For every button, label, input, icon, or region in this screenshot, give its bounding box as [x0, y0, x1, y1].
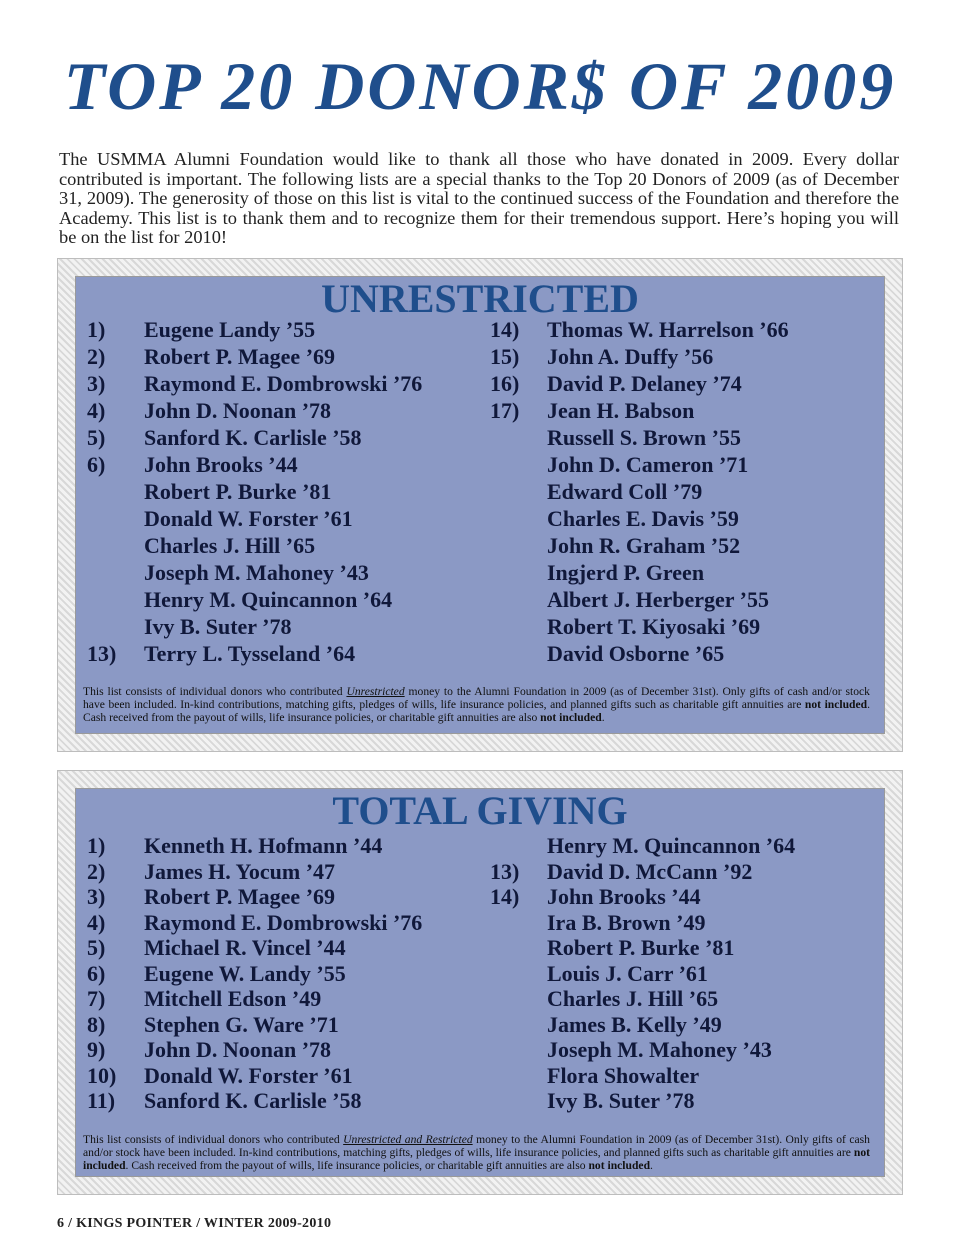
total-giving-panel	[57, 770, 903, 1195]
donor-name: Albert J. Herberger ’55	[547, 587, 769, 612]
donor-name: Raymond E. Dombrowski ’76	[144, 909, 423, 935]
footnote-emphasis: Unrestricted	[346, 685, 405, 698]
donor-row	[490, 506, 880, 533]
donor-row	[490, 614, 880, 641]
footnote-text: .	[650, 1159, 653, 1172]
donor-name: John D. Noonan ’78	[144, 1037, 332, 1062]
donor-row	[87, 614, 477, 641]
donor-row	[490, 935, 880, 961]
donor-rank: 6)	[87, 960, 106, 986]
donor-rank: 17)	[490, 398, 520, 423]
donor-rank: 16)	[490, 371, 520, 396]
unrestricted-heading: UNRESTRICTED	[321, 276, 639, 321]
donor-row	[490, 533, 880, 560]
donor-name: Robert P. Magee ’69	[144, 884, 336, 909]
donor-row	[490, 1037, 880, 1063]
donor-rank: 3)	[87, 371, 106, 396]
donor-row	[87, 587, 477, 614]
donor-row	[87, 317, 477, 344]
donor-name: John Brooks ’44	[547, 884, 701, 909]
donor-row	[490, 833, 880, 859]
donor-name: Russell S. Brown ’55	[547, 425, 741, 450]
donor-name: Robert P. Magee ’69	[144, 344, 336, 369]
donor-row	[490, 884, 880, 910]
donor-row	[490, 560, 880, 587]
donor-name: David D. McCann ’92	[547, 858, 753, 884]
donor-row	[490, 1012, 880, 1038]
donor-name: Donald W. Forster ’61	[144, 506, 353, 531]
donor-row	[490, 479, 880, 506]
donor-name: Michael R. Vincel ’44	[144, 935, 346, 960]
donor-row	[87, 1012, 477, 1038]
donor-row	[490, 398, 880, 425]
donor-rank: 15)	[490, 344, 520, 369]
donor-row	[87, 344, 477, 371]
donor-row	[87, 641, 477, 668]
donor-rank: 8)	[87, 1011, 106, 1037]
footnote-bold: not included	[540, 711, 602, 724]
footnote-bold: not included	[83, 1146, 870, 1172]
donor-row	[490, 986, 880, 1012]
unrestricted-list-right	[490, 317, 880, 668]
donor-rank: 2)	[87, 858, 106, 884]
donor-name: Robert P. Burke ’81	[144, 479, 332, 504]
donor-name: Ingjerd P. Green	[547, 560, 705, 585]
donor-row	[87, 859, 477, 885]
donor-rank: 13)	[87, 641, 117, 666]
donor-name: John D. Cameron ’71	[547, 452, 749, 477]
donor-name: Eugene Landy ’55	[144, 317, 316, 342]
donor-row	[87, 961, 477, 987]
donor-name: Joseph M. Mahoney ’43	[144, 560, 369, 585]
donor-name: Raymond E. Dombrowski ’76	[144, 371, 423, 396]
donor-rank: 14)	[490, 317, 520, 342]
donor-row	[87, 533, 477, 560]
donor-rank: 4)	[87, 909, 106, 935]
donor-name: Robert P. Burke ’81	[547, 935, 735, 960]
donor-name: Donald W. Forster ’61	[144, 1062, 353, 1088]
donor-row	[87, 1088, 477, 1114]
donor-row	[490, 452, 880, 479]
donor-row	[87, 935, 477, 961]
donor-name: Sanford K. Carlisle ’58	[144, 425, 362, 450]
donor-name: James B. Kelly ’49	[547, 1011, 722, 1037]
donor-name: Henry M. Quincannon ’64	[547, 833, 796, 858]
donor-row	[87, 833, 477, 859]
donor-row	[87, 371, 477, 398]
donor-name: John Brooks ’44	[144, 452, 298, 477]
total-giving-list-right	[490, 833, 880, 1114]
total-giving-list-left	[87, 833, 477, 1114]
donor-row	[87, 910, 477, 936]
footnote-text: money to the Alumni Foundation in 2009 (as of December 31st). Only gifts of cash and/or stock have been included. In-kind contributions, matching gifts, pledges of wills, life insurance policies, and planned gifts such as charitable gift annuities are	[83, 685, 870, 711]
donor-name: Ivy B. Suter ’78	[547, 1088, 695, 1113]
donor-name: John A. Duffy ’56	[547, 344, 714, 369]
donor-rank: 2)	[87, 344, 106, 369]
donor-row	[490, 317, 880, 344]
donor-name: Joseph M. Mahoney ’43	[547, 1037, 772, 1062]
donor-name: Charles J. Hill ’65	[144, 533, 316, 558]
donor-row	[490, 641, 880, 668]
donor-name: Mitchell Edson ’49	[144, 986, 322, 1011]
donor-row	[87, 479, 477, 506]
donor-name: Kenneth H. Hofmann ’44	[144, 833, 383, 858]
donor-name: Sanford K. Carlisle ’58	[144, 1088, 362, 1113]
donor-row	[87, 506, 477, 533]
footnote-emphasis: Unrestricted and Restricted	[343, 1133, 473, 1146]
footnote-text: money to the Alumni Foundation in 2009 (as of December 31st). Only gifts of cash and/or stock have been included. In-kind contributions, matching gifts, pledges of wills, life insurance policies, and planned gifts such as charitable gift annuities are	[83, 1133, 870, 1159]
donor-name: Henry M. Quincannon ’64	[144, 587, 393, 612]
total-giving-panel-body	[75, 788, 885, 1177]
donor-name: Ira B. Brown ’49	[547, 909, 706, 935]
footnote-text: . Cash received from the payout of wills, life insurance policies, or charitable gift annuities are also	[83, 698, 871, 724]
donor-row	[87, 884, 477, 910]
donor-row	[87, 560, 477, 587]
donor-row	[87, 1037, 477, 1063]
donor-name: Edward Coll ’79	[547, 479, 703, 504]
total-giving-footnote	[83, 1133, 870, 1172]
donor-name: Flora Showalter	[547, 1062, 700, 1088]
unrestricted-footnote	[83, 685, 870, 724]
donor-name: Thomas W. Harrelson ’66	[547, 317, 789, 342]
footnote-bold: not included	[588, 1159, 651, 1172]
donor-name: John R. Graham ’52	[547, 533, 741, 558]
donor-row	[87, 452, 477, 479]
donor-row	[87, 986, 477, 1012]
donor-name: Ivy B. Suter ’78	[144, 614, 292, 639]
donor-row	[87, 1063, 477, 1089]
donor-row	[490, 1088, 880, 1114]
donor-name: Stephen G. Ware ’71	[144, 1011, 339, 1037]
donor-row	[490, 425, 880, 452]
donor-name: Jean H. Babson	[547, 398, 695, 423]
donor-rank: 5)	[87, 935, 106, 960]
donor-row	[87, 398, 477, 425]
donor-name: Charles E. Davis ’59	[547, 506, 739, 531]
unrestricted-list-left	[87, 317, 477, 668]
donor-rank: 1)	[87, 833, 106, 858]
donor-row	[490, 344, 880, 371]
unrestricted-panel-body	[75, 276, 885, 734]
unrestricted-panel	[57, 258, 903, 752]
donor-name: James H. Yocum ’47	[144, 858, 336, 884]
donor-name: Terry L. Tysseland ’64	[144, 641, 356, 666]
donor-rank: 3)	[87, 884, 106, 909]
donor-rank: 5)	[87, 425, 106, 450]
donor-row	[490, 910, 880, 936]
donor-rank: 7)	[87, 986, 106, 1011]
footnote-text: . Cash received from the payout of wills, life insurance policies, or charitable gift annuities are also	[125, 1159, 589, 1172]
page-title: TOP 20 DONOR$ OF 2009	[63, 48, 897, 124]
donor-row	[87, 425, 477, 452]
donor-name: Robert T. Kiyosaki ’69	[547, 614, 761, 639]
donor-row	[490, 587, 880, 614]
page-footer: 6 / KINGS POINTER / WINTER 2009-2010	[57, 1216, 332, 1231]
donor-name: Louis J. Carr ’61	[547, 960, 708, 986]
donor-row	[490, 961, 880, 987]
donor-name: Charles J. Hill ’65	[547, 986, 719, 1011]
donor-name: Eugene W. Landy ’55	[144, 960, 346, 986]
donor-rank: 4)	[87, 398, 106, 423]
donor-name: David P. Delaney ’74	[547, 371, 742, 396]
donor-name: John D. Noonan ’78	[144, 398, 332, 423]
footnote-bold: not included	[804, 698, 868, 711]
footnote-text: This list consists of individual donors who contributed	[83, 1133, 344, 1146]
intro-paragraph: The USMMA Alumni Foundation would like to thank all those who have donated in 2009. Every dollar contributed is important. The following lists are a special thanks to the Top 20 Donors of 2009 (as of December 31, 2009). The generosity of those on this list is vital to the continued success of the Foundation and therefore the Academy. This list is to thank them and to recognize them for their tremendous support. Here’s hoping you will be on the list for 2010!	[59, 149, 899, 247]
donor-row	[490, 859, 880, 885]
donor-rank: 14)	[490, 884, 520, 909]
donor-row	[490, 371, 880, 398]
donor-rank: 10)	[87, 1062, 117, 1088]
donor-rank: 11)	[87, 1088, 116, 1113]
donor-name: David Osborne ’65	[547, 641, 725, 666]
donor-row	[490, 1063, 880, 1089]
donor-rank: 13)	[490, 858, 520, 884]
footnote-text: .	[601, 711, 605, 724]
donor-rank: 6)	[87, 452, 106, 477]
donor-rank: 1)	[87, 317, 106, 342]
donor-rank: 9)	[87, 1037, 106, 1062]
footnote-text: This list consists of individual donors who contributed	[83, 685, 347, 698]
total-giving-heading: TOTAL GIVING	[332, 788, 628, 833]
